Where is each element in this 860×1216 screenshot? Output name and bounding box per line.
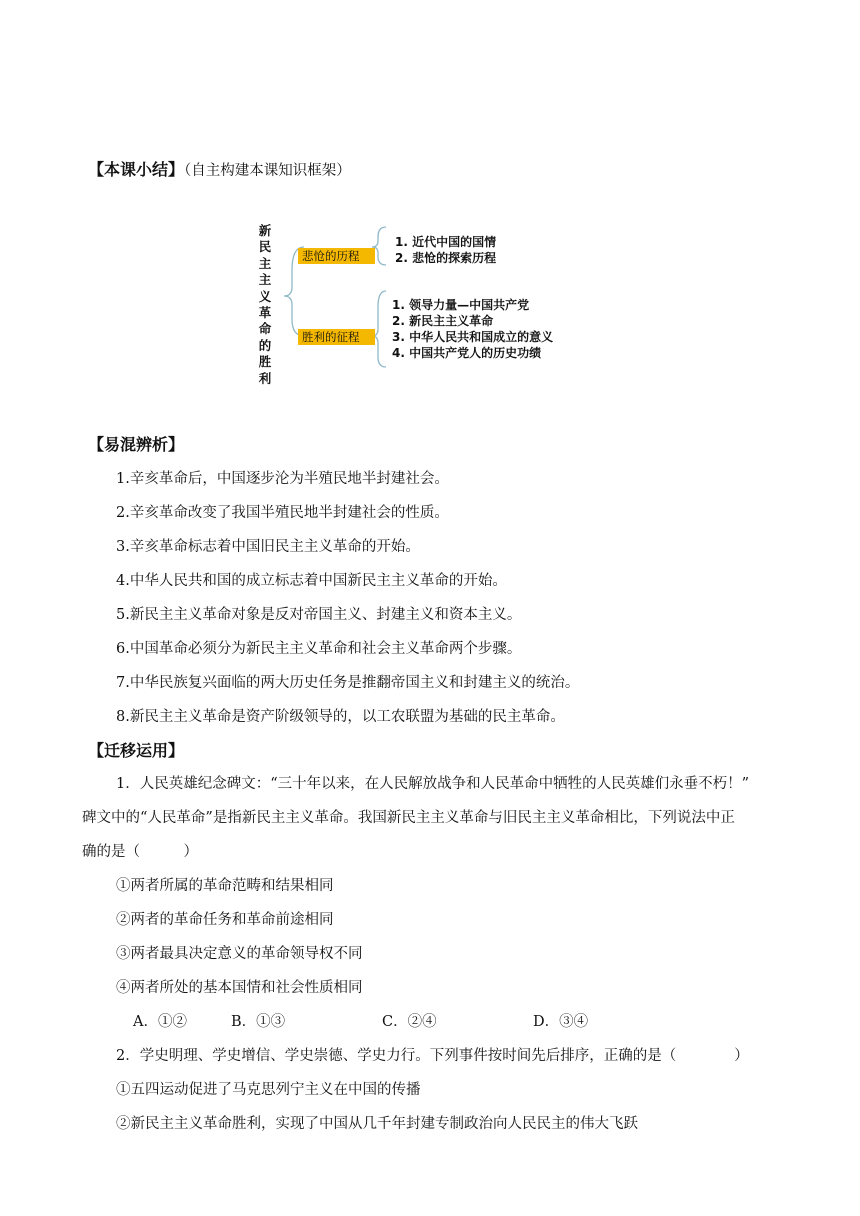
q1-option: ②两者的革命任务和革命前途相同 [116,912,334,928]
confusion-item: 8.新民主主义革命是资产阶级领导的，以工农联盟为基础的民主革命。 [116,709,565,725]
q1-choice-c: C．②④ [382,1014,437,1030]
q1-stem-line: 确的是（ ） [82,844,198,860]
mindmap-item: 4. 中国共产党人的历史功绩 [392,346,542,360]
mindmap-item: 2. 悲怆的探索历程 [395,251,497,265]
confusion-item: 4.中华人民共和国的成立标志着中国新民主主义革命的开始。 [116,573,507,589]
q1-option: ④两者所处的基本国情和社会性质相同 [116,980,363,996]
confusion-item: 2.辛亥革命改变了我国半殖民地半封建社会的性质。 [116,505,449,521]
mindmap-item: 1. 近代中国的国情 [395,235,497,249]
q1-choice-b: B．①③ [231,1014,286,1030]
q1-choice-a: A．①② [133,1014,187,1030]
mindmap-branch-2: 胜利的征程 [298,329,375,345]
confusion-item: 7.中华民族复兴面临的两大历史任务是推翻帝国主义和封建主义的统治。 [116,675,580,691]
mindmap-item: 3. 中华人民共和国成立的意义 [392,330,554,344]
mindmap-root: 新 民 主 主 义 革 命 的 胜 利 [258,223,272,386]
summary-heading: 【本课小结】（自主构建本课知识框架） [88,160,351,179]
mindmap-item: 2. 新民主主义革命 [392,314,494,328]
confusion-item: 6.中国革命必须分为新民主主义革命和社会主义革命两个步骤。 [116,641,522,657]
confusion-heading: 【易混辨析】 [88,435,185,454]
q1-stem-line: 碑文中的“人民革命”是指新民主主义革命。我国新民主主义革命与旧民主主义革命相比，下列说法中正 [82,810,735,826]
mindmap-connectors [280,215,390,385]
apply-heading: 【迁移运用】 [88,741,185,760]
q1-choice-d: D．③④ [533,1014,589,1030]
confusion-item: 5.新民主主义革命对象是反对帝国主义、封建主义和资本主义。 [116,607,522,623]
summary-subheading: （自主构建本课知识框架） [184,163,351,179]
q2-stem: 2．学史明理、学史增信、学史崇德、学史力行。下列事件按时间先后排序，正确的是（ ） [116,1048,749,1064]
q1-stem-line: 1．人民英雄纪念碑文：“三十年以来，在人民解放战争和人民革命中牺牲的人民英雄们永垂不朽！” [116,776,750,792]
q1-option: ①两者所属的革命范畴和结果相同 [116,878,334,894]
mindmap-branch-1: 悲怆的历程 [298,248,375,264]
confusion-item: 3.辛亥革命标志着中国旧民主主义革命的开始。 [116,539,420,555]
q2-option: ①五四运动促进了马克思列宁主义在中国的传播 [116,1082,421,1098]
mindmap-item: 1. 领导力量—中国共产党 [392,298,530,312]
confusion-item: 1.辛亥革命后，中国逐步沦为半殖民地半封建社会。 [116,471,449,487]
q1-option: ③两者最具决定意义的革命领导权不同 [116,946,363,962]
q2-option: ②新民主主义革命胜利，实现了中国从几千年封建专制政治向人民民主的伟大飞跃 [116,1116,638,1132]
